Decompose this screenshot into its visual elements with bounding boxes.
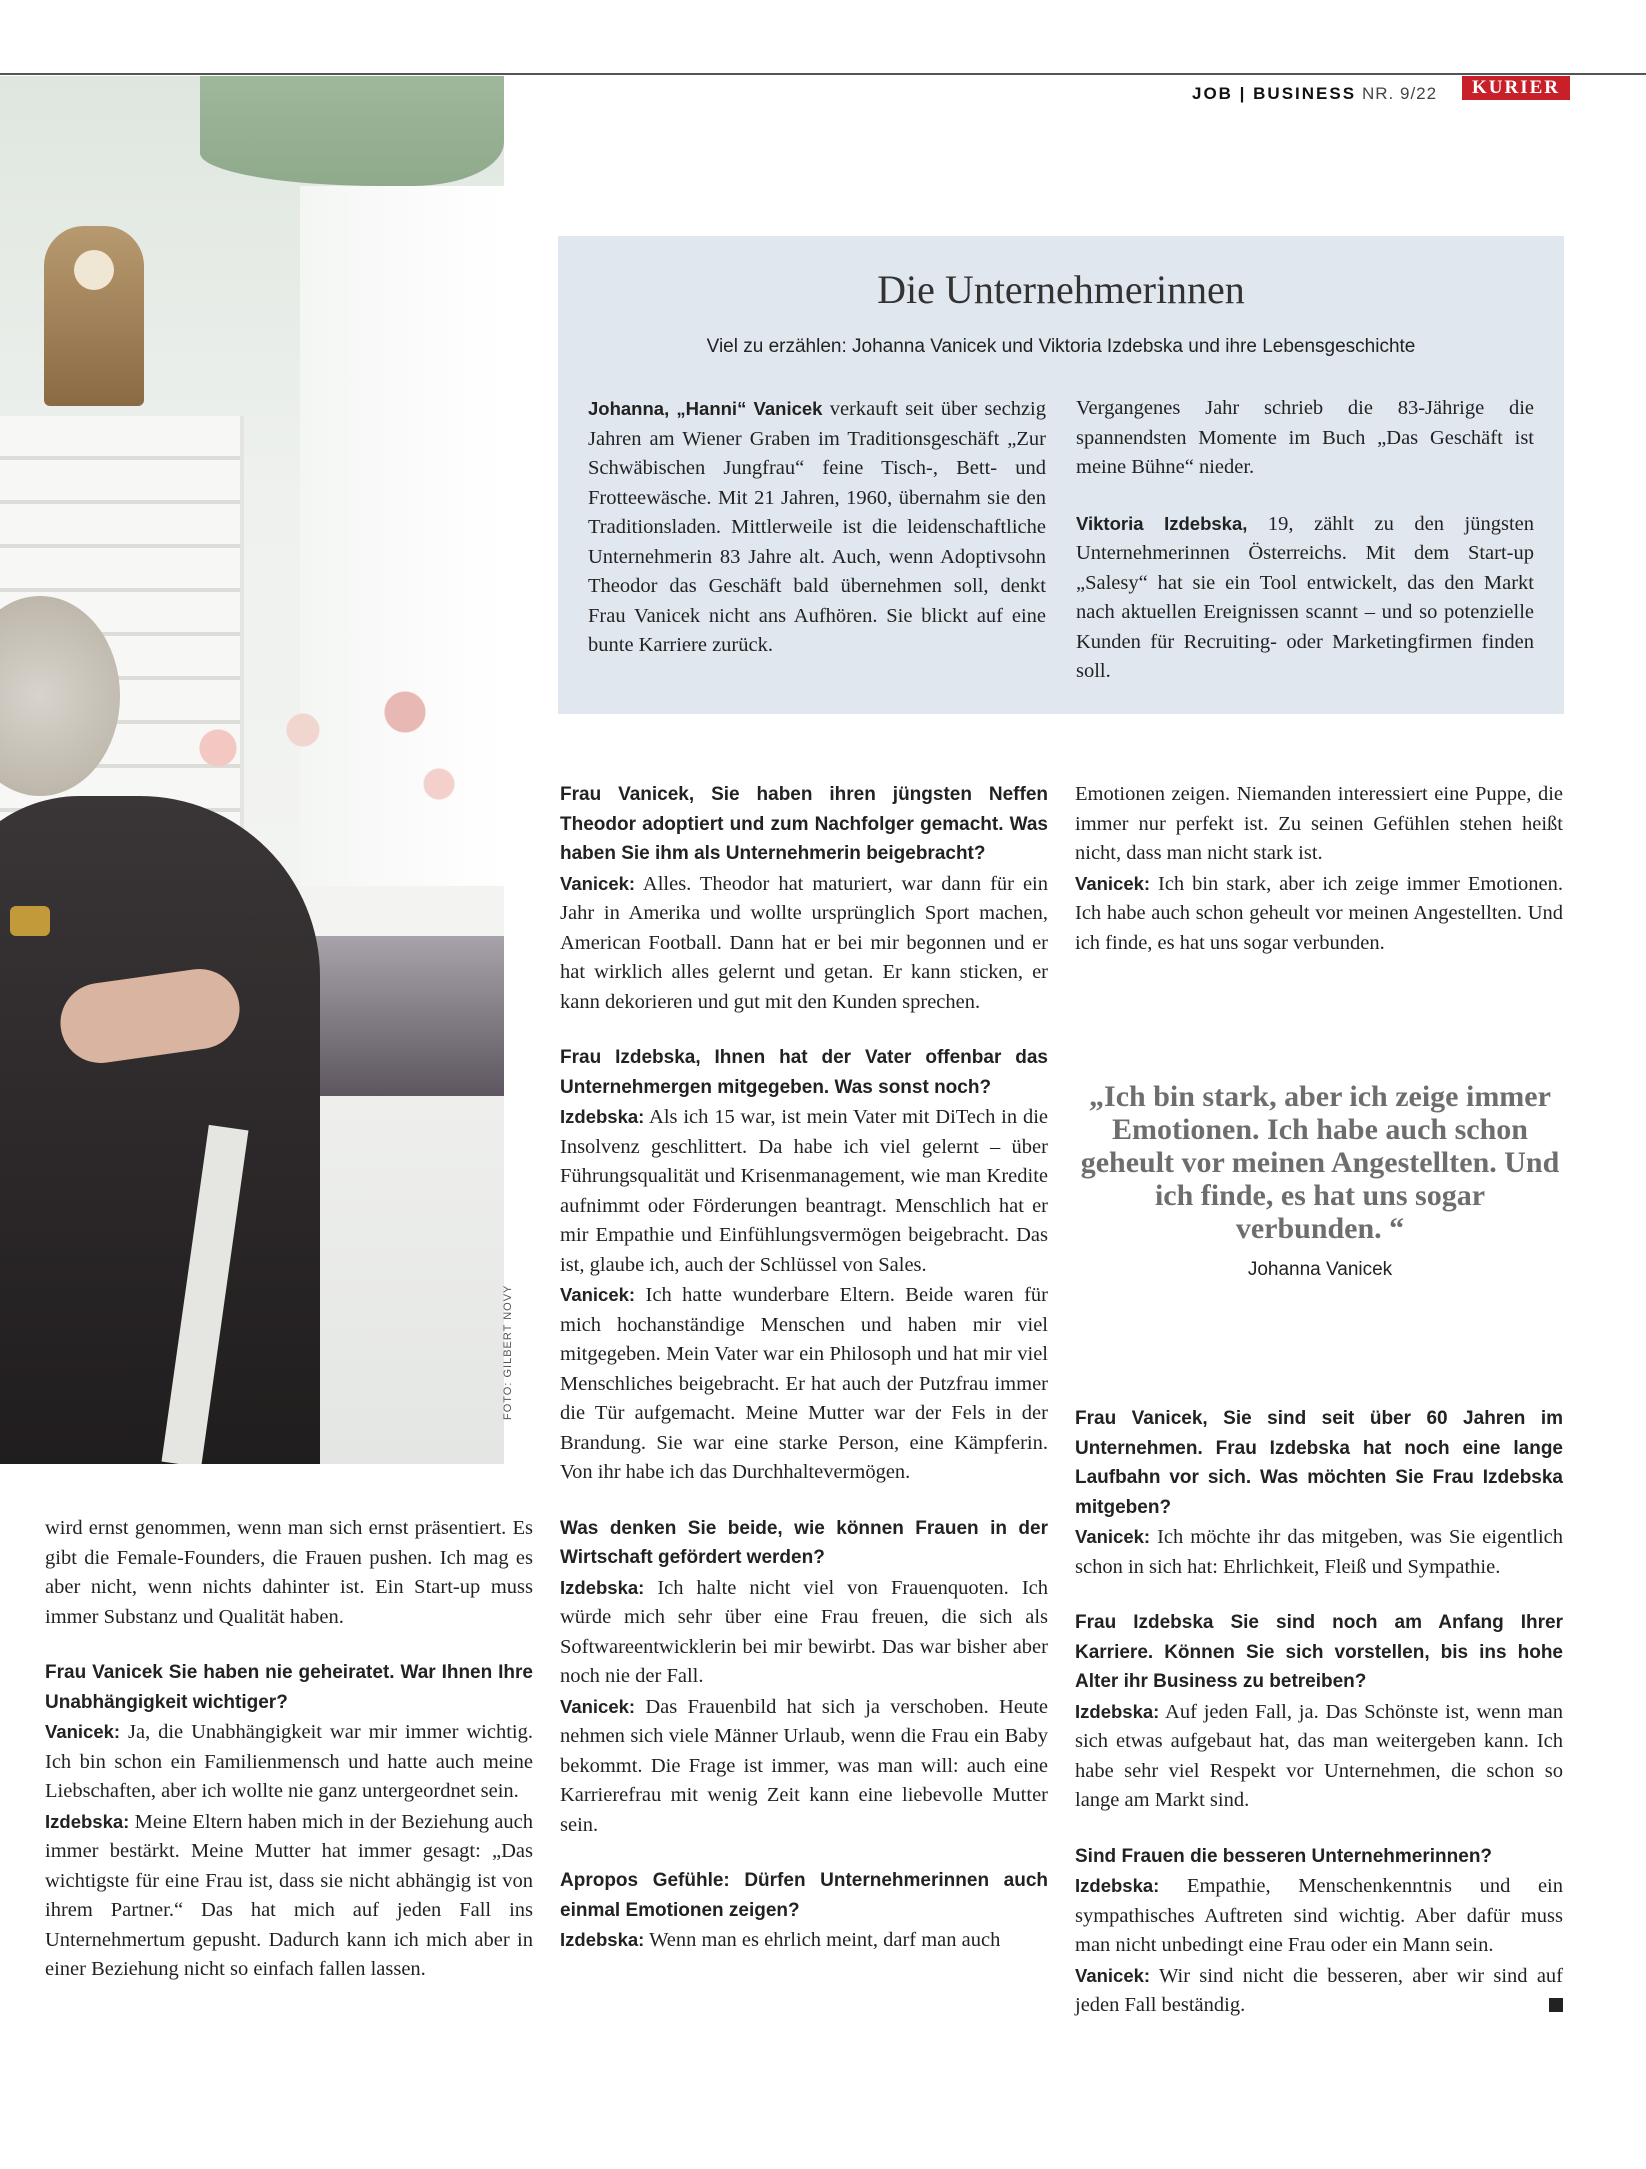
- paragraph-text: 19, zählt zu den jüngsten Unternehmerinnen Österreichs. Mit dem Start-up „Salesy“ hat sie ein Tool entwickelt, das den Markt nach aktuellen Ereignissen scannt – und so potenzielle Kunden für Recruiting- oder Marketingfirmen finden soll.: [1076, 512, 1534, 682]
- portrait-photo: [0, 76, 504, 1464]
- speaker: Vanicek:: [45, 1721, 121, 1742]
- answer-text: Wir sind nicht die besseren, aber wir sind auf jeden Fall beständig.: [1075, 1964, 1563, 2016]
- answer-paragraph: [45, 1807, 533, 1985]
- section-label: JOB | BUSINESS: [1192, 84, 1357, 103]
- page-header: [1140, 77, 1646, 106]
- box-paragraph: Vergangenes Jahr schrieb die 83-Jährige die spannendsten Momente im Buch „Das Geschäft ist meine Bühne“ nieder.: [1076, 397, 1534, 478]
- person-name: Viktoria Izdebska,: [1076, 512, 1248, 534]
- question: Frau Vanicek, Sie haben ihren jüngsten Neffen Theodor adoptiert und zum Nachfolger gemacht. Was haben Sie ihm als Unternehmerin beigebracht?: [560, 784, 1048, 864]
- person-name: Johanna, „Hanni“ Vanicek: [588, 398, 823, 419]
- answer-text: Das Frauenbild hat sich ja verschoben. Heute nehmen sich viele Männer Urlaub, wenn die Frau ein Baby bekommt. Die Frage ist immer, was man will: auch eine Karrierefrau mit wenig Zeit kann eine liebevolle Mutter sein.: [560, 1695, 1048, 1836]
- article-column-right-lower: [1075, 1404, 1563, 2021]
- speaker: Vanicek:: [560, 872, 636, 894]
- answer-paragraph: [560, 1280, 1048, 1488]
- photo-credit: FOTO: GILBERT NOVY: [502, 1284, 514, 1420]
- box-paragraph: [588, 394, 1046, 661]
- answer-paragraph: [45, 1717, 533, 1807]
- answer-paragraph: [560, 1573, 1048, 1692]
- answer-paragraph: [1075, 1522, 1563, 1582]
- answer-paragraph: [1075, 1697, 1563, 1816]
- answer-paragraph: [1075, 1961, 1563, 2021]
- answer-text: Ich bin stark, aber ich zeige immer Emotionen. Ich habe auch schon geheult vor meinen Angestellten. Und ich finde, es hat uns sogar verbunden.: [1075, 872, 1563, 954]
- box-column-1: [588, 394, 1046, 661]
- answer-paragraph: [560, 1102, 1048, 1280]
- answer-text: Ich möchte ihr das mitgeben, was Sie eigentlich schon in sich hat: Ehrlichkeit, Fleiß und Sympathie.: [1075, 1526, 1563, 1578]
- speaker: Vanicek:: [560, 1284, 636, 1305]
- top-rule: [0, 73, 1646, 75]
- question: Was denken Sie beide, wie können Frauen in der Wirtschaft gefördert werden?: [560, 1517, 1048, 1568]
- answer-paragraph: Emotionen zeigen. Niemanden interessiert eine Puppe, die immer nur perfekt ist. Zu seinen Gefühlen stehen heißt nicht, dass man nicht stark ist.: [1075, 783, 1563, 864]
- speaker: Vanicek:: [1075, 872, 1151, 894]
- question: Frau Vanicek Sie haben nie geheiratet. War Ihnen Ihre Unabhängigkeit wichtiger?: [45, 1662, 533, 1713]
- pull-quote-text: „Ich bin stark, aber ich zeige immer Emotionen. Ich habe auch schon geheult vor meinen Angestellten. Und ich finde, es hat uns sogar verbunden. “: [1080, 1080, 1560, 1245]
- speaker: Vanicek:: [1075, 1964, 1151, 1986]
- answer-text: Auf jeden Fall, ja. Das Schönste ist, wenn man sich etwas aufgebaut hat, das man weitergeben kann. Ich habe sehr viel Respekt vor Unternehmen, die schon so lange am Markt sind.: [1075, 1700, 1563, 1811]
- answer-paragraph: [1075, 869, 1563, 959]
- answer-text: Alles. Theodor hat maturiert, war dann für ein Jahr in Amerika und wollte ursprünglich Sport machen, American Football. Dann hat er bei mir begonnen und er hat wirklich alles gelernt und getan. Er kann sticken, er kann dekorieren und gut mit den Kunden sprechen.: [560, 872, 1048, 1013]
- answer-paragraph: [1075, 1871, 1563, 1961]
- answer-text: Ich halte nicht viel von Frauenquoten. Ich würde mich sehr über eine Frau freuen, die sich als Softwareentwicklerin bei mir bewirbt. Das war bisher aber noch nie der Fall.: [560, 1576, 1048, 1687]
- speaker: Izdebska:: [1075, 1700, 1160, 1722]
- photo-woman-body: [0, 796, 320, 1464]
- brand-logo: KURIER: [1462, 76, 1570, 100]
- box-column-2: [1076, 394, 1534, 687]
- photo-curtain-pelmet: [200, 76, 504, 186]
- box-subtitle: Viel zu erzählen: Johanna Vanicek und Viktoria Izdebska und ihre Lebensgeschichte: [706, 336, 1416, 357]
- info-box: [558, 236, 1564, 714]
- answer-text: Empathie, Menschenkenntnis und ein sympathisches Auftreten sind wichtig. Aber dafür muss man nicht unbedingt eine Frau oder ein Mann sein.: [1075, 1875, 1563, 1956]
- pull-quote: [1080, 1080, 1560, 1281]
- box-title: Die Unternehmerinnen: [877, 267, 1245, 312]
- answer-text: Als ich 15 war, ist mein Vater mit DiTech in die Insolvenz geschlittert. Da habe ich viel gelernt – über Führungsqualität und Krisenmanagement, wie man Kredite aufnimmt oder Förderungen beantragt. Menschlich hat er mir Empathie und Einfühlungsvermögen beigebracht. Das ist, glaube ich, auch der Schlüssel von Sales.: [560, 1106, 1048, 1276]
- speaker: Izdebska:: [1075, 1875, 1160, 1896]
- article-column-middle: [560, 780, 1048, 1956]
- issue-number: NR. 9/22: [1362, 84, 1438, 103]
- answer-text: Ja, die Unabhängigkeit war mir immer wichtig. Ich bin schon ein Familienmensch und hatte auch meine Liebschaften, aber ich wollte nie ganz untergeordnet sein.: [45, 1721, 533, 1802]
- speaker: Izdebska:: [560, 1576, 645, 1598]
- question: Sind Frauen die besseren Unternehmerinnen?: [1075, 1845, 1493, 1867]
- answer-paragraph: [560, 869, 1048, 1018]
- photo-brooch: [10, 906, 50, 936]
- answer-text: Meine Eltern haben mich in der Beziehung auch immer bestärkt. Meine Mutter hat immer gesagt: „Das wichtigste für eine Frau ist, dass sie nicht abhängig ist von ihrem Partner.“ Das hat mich auf jeden Fall ins Unternehmertum gepusht. Dadurch kann ich mich aber in einer Beziehung nicht so einfach fallen lassen.: [45, 1810, 533, 1980]
- pull-quote-author: Johanna Vanicek: [1247, 1259, 1393, 1280]
- speaker: Vanicek:: [560, 1695, 636, 1717]
- question: Frau Izdebska Sie sind noch am Anfang Ihrer Karriere. Können Sie sich vorstellen, bis ins hohe Alter ihr Business zu betreiben?: [1075, 1612, 1563, 1692]
- speaker: Vanicek:: [1075, 1526, 1151, 1547]
- answer-paragraph: wird ernst genommen, wenn man sich ernst präsentiert. Es gibt die Female-Founders, die Frauen pushen. Ich mag es aber nicht, wenn nichts dahinter ist. Ein Start-up muss immer Substanz und Qualität haben.: [45, 1517, 533, 1628]
- question: Frau Vanicek, Sie sind seit über 60 Jahren im Unternehmen. Frau Izdebska hat noch eine lange Laufbahn vor sich. Was möchten Sie Frau Izdebska mitgeben?: [1075, 1408, 1563, 1518]
- answer-paragraph: [560, 1925, 1048, 1956]
- paragraph-text: verkauft seit über sechzig Jahren am Wiener Graben im Traditionsgeschäft „Zur Schwäbischen Jungfrau“ feine Tisch-, Bett- und Frotteewäsche. Mit 21 Jahren, 1960, übernahm sie den Traditionsladen. Mittlerweile ist die leidenschaftliche Unternehmerin 83 Jahre alt. Auch, wenn Adoptivsohn Theodor das Geschäft bald übernehmen soll, denkt Frau Vanicek nicht ans Aufhören. Sie blickt auf eine bunte Karriere zurück.: [588, 398, 1046, 656]
- speaker: Izdebska:: [45, 1810, 130, 1832]
- photo-clock: [44, 226, 144, 406]
- box-paragraph: [1076, 509, 1534, 687]
- answer-paragraph: [560, 1692, 1048, 1841]
- article-column-right: [1075, 780, 1563, 958]
- question: Frau Izdebska, Ihnen hat der Vater offenbar das Unternehmergen mitgegeben. Was sonst noch?: [560, 1047, 1048, 1098]
- speaker: Izdebska:: [560, 1106, 645, 1127]
- answer-text: Wenn man es ehrlich meint, darf man auch: [644, 1929, 1001, 1951]
- speaker: Izdebska:: [560, 1929, 645, 1950]
- article-column-left: [45, 1514, 533, 1985]
- question: Apropos Gefühle: Dürfen Unternehmerinnen auch einmal Emotionen zeigen?: [560, 1870, 1048, 1921]
- answer-text: Ich hatte wunderbare Eltern. Beide waren für mich hochanständige Menschen und haben mir viel mitgegeben. Mein Vater war ein Philosoph und hat mir viel Menschliches beigebracht. Er hat auch der Putzfrau immer die Tür aufgemacht. Meine Mutter war der Fels in der Brandung. Sie war eine starke Person, eine Kämpferin. Von ihr habe ich das Durchhaltevermögen.: [560, 1284, 1048, 1483]
- end-mark: [1549, 1998, 1563, 2012]
